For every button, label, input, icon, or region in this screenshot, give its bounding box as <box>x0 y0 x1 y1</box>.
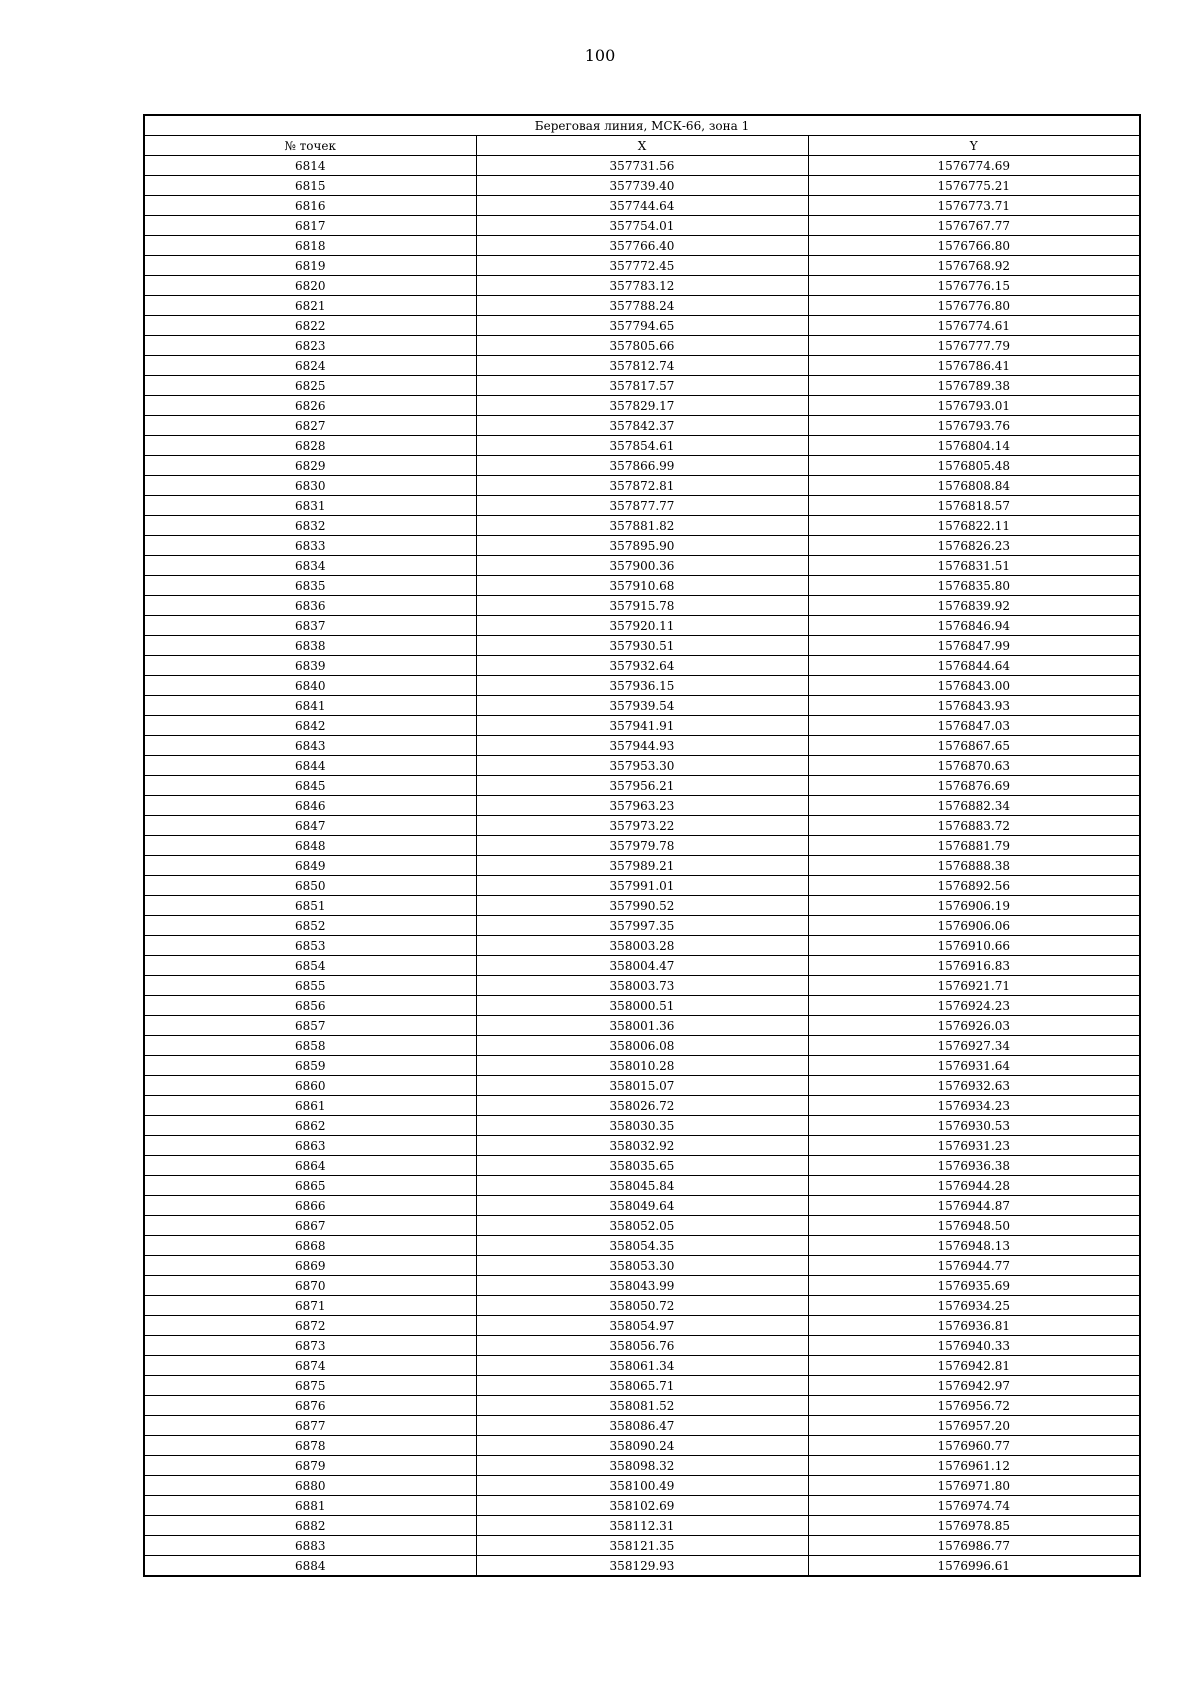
x-cell: 357783.12 <box>476 276 808 296</box>
y-cell: 1576867.65 <box>808 736 1140 756</box>
x-cell: 357842.37 <box>476 416 808 436</box>
point-number-cell: 6858 <box>144 1036 476 1056</box>
x-cell: 358065.71 <box>476 1376 808 1396</box>
point-number-cell: 6864 <box>144 1156 476 1176</box>
y-cell: 1576931.64 <box>808 1056 1140 1076</box>
x-cell: 358121.35 <box>476 1536 808 1556</box>
table-row <box>144 176 1140 196</box>
y-cell: 1576916.83 <box>808 956 1140 976</box>
point-number-cell: 6857 <box>144 1016 476 1036</box>
table-row <box>144 1016 1140 1036</box>
y-cell: 1576839.92 <box>808 596 1140 616</box>
point-number-cell: 6874 <box>144 1356 476 1376</box>
point-number-cell: 6868 <box>144 1236 476 1256</box>
y-cell: 1576927.34 <box>808 1036 1140 1056</box>
y-cell: 1576960.77 <box>808 1436 1140 1456</box>
point-number-cell: 6862 <box>144 1116 476 1136</box>
point-number-cell: 6860 <box>144 1076 476 1096</box>
point-number-cell: 6826 <box>144 396 476 416</box>
table-row <box>144 1316 1140 1336</box>
point-number-cell: 6820 <box>144 276 476 296</box>
point-number-cell: 6829 <box>144 456 476 476</box>
y-cell: 1576944.87 <box>808 1196 1140 1216</box>
point-number-cell: 6816 <box>144 196 476 216</box>
table-row <box>144 1496 1140 1516</box>
y-cell: 1576767.77 <box>808 216 1140 236</box>
x-cell: 357812.74 <box>476 356 808 376</box>
y-cell: 1576843.00 <box>808 676 1140 696</box>
table-row <box>144 1276 1140 1296</box>
x-cell: 358056.76 <box>476 1336 808 1356</box>
x-cell: 357920.11 <box>476 616 808 636</box>
point-number-cell: 6883 <box>144 1536 476 1556</box>
table-row <box>144 1376 1140 1396</box>
table-row <box>144 356 1140 376</box>
x-cell: 357953.30 <box>476 756 808 776</box>
table-row <box>144 616 1140 636</box>
table-row <box>144 376 1140 396</box>
table-row <box>144 1436 1140 1456</box>
table-header-row <box>144 136 1140 156</box>
point-number-cell: 6866 <box>144 1196 476 1216</box>
point-number-cell: 6821 <box>144 296 476 316</box>
table-body <box>144 156 1140 1577</box>
table-row <box>144 436 1140 456</box>
x-cell: 357788.24 <box>476 296 808 316</box>
x-cell: 358010.28 <box>476 1056 808 1076</box>
x-cell: 357805.66 <box>476 336 808 356</box>
table-row <box>144 936 1140 956</box>
point-number-cell: 6878 <box>144 1436 476 1456</box>
y-cell: 1576906.19 <box>808 896 1140 916</box>
table-row <box>144 196 1140 216</box>
point-number-cell: 6841 <box>144 696 476 716</box>
point-number-cell: 6851 <box>144 896 476 916</box>
table-row <box>144 396 1140 416</box>
y-cell: 1576936.38 <box>808 1156 1140 1176</box>
table-row <box>144 796 1140 816</box>
y-cell: 1576846.94 <box>808 616 1140 636</box>
table-row <box>144 696 1140 716</box>
table-row <box>144 1236 1140 1256</box>
x-cell: 357731.56 <box>476 156 808 176</box>
x-cell: 357979.78 <box>476 836 808 856</box>
y-cell: 1576986.77 <box>808 1536 1140 1556</box>
x-cell: 357817.57 <box>476 376 808 396</box>
x-cell: 357877.77 <box>476 496 808 516</box>
table-row <box>144 216 1140 236</box>
table-row <box>144 256 1140 276</box>
point-number-cell: 6865 <box>144 1176 476 1196</box>
x-cell: 358003.28 <box>476 936 808 956</box>
table-row <box>144 1396 1140 1416</box>
y-cell: 1576777.79 <box>808 336 1140 356</box>
y-cell: 1576906.06 <box>808 916 1140 936</box>
y-cell: 1576930.53 <box>808 1116 1140 1136</box>
point-number-cell: 6847 <box>144 816 476 836</box>
x-cell: 358015.07 <box>476 1076 808 1096</box>
table-row <box>144 1516 1140 1536</box>
table-row <box>144 536 1140 556</box>
table-row <box>144 1096 1140 1116</box>
point-number-cell: 6837 <box>144 616 476 636</box>
point-number-cell: 6870 <box>144 1276 476 1296</box>
x-cell: 358054.35 <box>476 1236 808 1256</box>
y-cell: 1576775.21 <box>808 176 1140 196</box>
x-cell: 357997.35 <box>476 916 808 936</box>
table-row <box>144 876 1140 896</box>
y-cell: 1576910.66 <box>808 936 1140 956</box>
x-cell: 357930.51 <box>476 636 808 656</box>
point-number-cell: 6853 <box>144 936 476 956</box>
point-number-cell: 6844 <box>144 756 476 776</box>
table-row <box>144 476 1140 496</box>
x-cell: 358003.73 <box>476 976 808 996</box>
point-number-cell: 6832 <box>144 516 476 536</box>
x-cell: 357744.64 <box>476 196 808 216</box>
x-cell: 357989.21 <box>476 856 808 876</box>
y-cell: 1576793.01 <box>808 396 1140 416</box>
y-cell: 1576826.23 <box>808 536 1140 556</box>
y-cell: 1576944.77 <box>808 1256 1140 1276</box>
x-cell: 358050.72 <box>476 1296 808 1316</box>
y-cell: 1576881.79 <box>808 836 1140 856</box>
point-number-cell: 6863 <box>144 1136 476 1156</box>
x-cell: 357956.21 <box>476 776 808 796</box>
header-x: X <box>476 136 808 156</box>
point-number-cell: 6842 <box>144 716 476 736</box>
table-row <box>144 236 1140 256</box>
point-number-cell: 6834 <box>144 556 476 576</box>
x-cell: 358030.35 <box>476 1116 808 1136</box>
table-row <box>144 836 1140 856</box>
table-row <box>144 1136 1140 1156</box>
table-row <box>144 1156 1140 1176</box>
x-cell: 358053.30 <box>476 1256 808 1276</box>
y-cell: 1576789.38 <box>808 376 1140 396</box>
x-cell: 358045.84 <box>476 1176 808 1196</box>
y-cell: 1576774.69 <box>808 156 1140 176</box>
table-row <box>144 636 1140 656</box>
point-number-cell: 6814 <box>144 156 476 176</box>
x-cell: 357941.91 <box>476 716 808 736</box>
x-cell: 357910.68 <box>476 576 808 596</box>
x-cell: 357766.40 <box>476 236 808 256</box>
x-cell: 358043.99 <box>476 1276 808 1296</box>
coordinates-table <box>143 114 1141 1577</box>
x-cell: 357739.40 <box>476 176 808 196</box>
y-cell: 1576883.72 <box>808 816 1140 836</box>
x-cell: 357944.93 <box>476 736 808 756</box>
table-row <box>144 736 1140 756</box>
y-cell: 1576956.72 <box>808 1396 1140 1416</box>
y-cell: 1576776.80 <box>808 296 1140 316</box>
y-cell: 1576892.56 <box>808 876 1140 896</box>
y-cell: 1576948.50 <box>808 1216 1140 1236</box>
point-number-cell: 6877 <box>144 1416 476 1436</box>
x-cell: 357772.45 <box>476 256 808 276</box>
point-number-cell: 6850 <box>144 876 476 896</box>
point-number-cell: 6818 <box>144 236 476 256</box>
y-cell: 1576978.85 <box>808 1516 1140 1536</box>
table-row <box>144 996 1140 1016</box>
header-point-number: № точек <box>144 136 476 156</box>
x-cell: 357936.15 <box>476 676 808 696</box>
y-cell: 1576766.80 <box>808 236 1140 256</box>
x-cell: 358086.47 <box>476 1416 808 1436</box>
x-cell: 357963.23 <box>476 796 808 816</box>
point-number-cell: 6852 <box>144 916 476 936</box>
x-cell: 358100.49 <box>476 1476 808 1496</box>
point-number-cell: 6854 <box>144 956 476 976</box>
table-row <box>144 1456 1140 1476</box>
point-number-cell: 6825 <box>144 376 476 396</box>
point-number-cell: 6840 <box>144 676 476 696</box>
point-number-cell: 6831 <box>144 496 476 516</box>
y-cell: 1576931.23 <box>808 1136 1140 1156</box>
point-number-cell: 6855 <box>144 976 476 996</box>
y-cell: 1576961.12 <box>808 1456 1140 1476</box>
y-cell: 1576934.23 <box>808 1096 1140 1116</box>
point-number-cell: 6881 <box>144 1496 476 1516</box>
point-number-cell: 6875 <box>144 1376 476 1396</box>
y-cell: 1576804.14 <box>808 436 1140 456</box>
point-number-cell: 6882 <box>144 1516 476 1536</box>
table-row <box>144 1416 1140 1436</box>
point-number-cell: 6815 <box>144 176 476 196</box>
point-number-cell: 6836 <box>144 596 476 616</box>
y-cell: 1576940.33 <box>808 1336 1140 1356</box>
x-cell: 358049.64 <box>476 1196 808 1216</box>
point-number-cell: 6873 <box>144 1336 476 1356</box>
y-cell: 1576808.84 <box>808 476 1140 496</box>
x-cell: 358006.08 <box>476 1036 808 1056</box>
x-cell: 358026.72 <box>476 1096 808 1116</box>
table-row <box>144 976 1140 996</box>
table-row <box>144 856 1140 876</box>
x-cell: 358098.32 <box>476 1456 808 1476</box>
point-number-cell: 6843 <box>144 736 476 756</box>
point-number-cell: 6830 <box>144 476 476 496</box>
x-cell: 358090.24 <box>476 1436 808 1456</box>
table-row <box>144 716 1140 736</box>
table-row <box>144 576 1140 596</box>
table-row <box>144 676 1140 696</box>
x-cell: 358035.65 <box>476 1156 808 1176</box>
y-cell: 1576942.97 <box>808 1376 1140 1396</box>
x-cell: 358052.05 <box>476 1216 808 1236</box>
table-row <box>144 1216 1140 1236</box>
x-cell: 357881.82 <box>476 516 808 536</box>
y-cell: 1576936.81 <box>808 1316 1140 1336</box>
y-cell: 1576870.63 <box>808 756 1140 776</box>
table-row <box>144 516 1140 536</box>
table-row <box>144 1196 1140 1216</box>
y-cell: 1576942.81 <box>808 1356 1140 1376</box>
y-cell: 1576831.51 <box>808 556 1140 576</box>
point-number-cell: 6884 <box>144 1556 476 1577</box>
table-row <box>144 276 1140 296</box>
point-number-cell: 6833 <box>144 536 476 556</box>
table-row <box>144 816 1140 836</box>
x-cell: 357939.54 <box>476 696 808 716</box>
table-row <box>144 1356 1140 1376</box>
point-number-cell: 6835 <box>144 576 476 596</box>
y-cell: 1576774.61 <box>808 316 1140 336</box>
table-row <box>144 296 1140 316</box>
y-cell: 1576948.13 <box>808 1236 1140 1256</box>
table-row <box>144 596 1140 616</box>
x-cell: 357973.22 <box>476 816 808 836</box>
table-row <box>144 896 1140 916</box>
y-cell: 1576996.61 <box>808 1556 1140 1577</box>
table-row <box>144 656 1140 676</box>
table-row <box>144 1536 1140 1556</box>
table-row <box>144 496 1140 516</box>
table-row <box>144 156 1140 176</box>
y-cell: 1576876.69 <box>808 776 1140 796</box>
point-number-cell: 6879 <box>144 1456 476 1476</box>
y-cell: 1576818.57 <box>808 496 1140 516</box>
point-number-cell: 6880 <box>144 1476 476 1496</box>
y-cell: 1576835.80 <box>808 576 1140 596</box>
table-row <box>144 756 1140 776</box>
table-row <box>144 1556 1140 1577</box>
table-row <box>144 1056 1140 1076</box>
point-number-cell: 6817 <box>144 216 476 236</box>
table-row <box>144 1076 1140 1096</box>
table-row <box>144 916 1140 936</box>
y-cell: 1576847.99 <box>808 636 1140 656</box>
point-number-cell: 6867 <box>144 1216 476 1236</box>
y-cell: 1576786.41 <box>808 356 1140 376</box>
point-number-cell: 6823 <box>144 336 476 356</box>
x-cell: 357915.78 <box>476 596 808 616</box>
y-cell: 1576888.38 <box>808 856 1140 876</box>
x-cell: 358000.51 <box>476 996 808 1016</box>
point-number-cell: 6869 <box>144 1256 476 1276</box>
table-row <box>144 1476 1140 1496</box>
y-cell: 1576822.11 <box>808 516 1140 536</box>
x-cell: 357866.99 <box>476 456 808 476</box>
y-cell: 1576935.69 <box>808 1276 1140 1296</box>
point-number-cell: 6819 <box>144 256 476 276</box>
table-row <box>144 556 1140 576</box>
x-cell: 357794.65 <box>476 316 808 336</box>
table-caption-row <box>144 115 1140 136</box>
y-cell: 1576924.23 <box>808 996 1140 1016</box>
x-cell: 357991.01 <box>476 876 808 896</box>
y-cell: 1576932.63 <box>808 1076 1140 1096</box>
table-row <box>144 1256 1140 1276</box>
y-cell: 1576847.03 <box>808 716 1140 736</box>
point-number-cell: 6859 <box>144 1056 476 1076</box>
x-cell: 357754.01 <box>476 216 808 236</box>
point-number-cell: 6846 <box>144 796 476 816</box>
point-number-cell: 6822 <box>144 316 476 336</box>
point-number-cell: 6872 <box>144 1316 476 1336</box>
x-cell: 357854.61 <box>476 436 808 456</box>
point-number-cell: 6848 <box>144 836 476 856</box>
x-cell: 358129.93 <box>476 1556 808 1577</box>
x-cell: 358102.69 <box>476 1496 808 1516</box>
table-row <box>144 776 1140 796</box>
y-cell: 1576926.03 <box>808 1016 1140 1036</box>
x-cell: 358081.52 <box>476 1396 808 1416</box>
x-cell: 358054.97 <box>476 1316 808 1336</box>
x-cell: 358001.36 <box>476 1016 808 1036</box>
y-cell: 1576805.48 <box>808 456 1140 476</box>
table-row <box>144 336 1140 356</box>
x-cell: 357932.64 <box>476 656 808 676</box>
point-number-cell: 6824 <box>144 356 476 376</box>
point-number-cell: 6828 <box>144 436 476 456</box>
y-cell: 1576974.74 <box>808 1496 1140 1516</box>
table-row <box>144 456 1140 476</box>
x-cell: 358112.31 <box>476 1516 808 1536</box>
point-number-cell: 6849 <box>144 856 476 876</box>
point-number-cell: 6871 <box>144 1296 476 1316</box>
y-cell: 1576921.71 <box>808 976 1140 996</box>
x-cell: 358004.47 <box>476 956 808 976</box>
x-cell: 357872.81 <box>476 476 808 496</box>
y-cell: 1576844.64 <box>808 656 1140 676</box>
y-cell: 1576882.34 <box>808 796 1140 816</box>
y-cell: 1576773.71 <box>808 196 1140 216</box>
point-number-cell: 6876 <box>144 1396 476 1416</box>
x-cell: 358061.34 <box>476 1356 808 1376</box>
point-number-cell: 6827 <box>144 416 476 436</box>
x-cell: 358032.92 <box>476 1136 808 1156</box>
header-y: Y <box>808 136 1140 156</box>
x-cell: 357990.52 <box>476 896 808 916</box>
table-caption: Береговая линия, МСК-66, зона 1 <box>144 115 1140 136</box>
y-cell: 1576944.28 <box>808 1176 1140 1196</box>
table-row <box>144 1116 1140 1136</box>
point-number-cell: 6845 <box>144 776 476 796</box>
y-cell: 1576768.92 <box>808 256 1140 276</box>
point-number-cell: 6861 <box>144 1096 476 1116</box>
y-cell: 1576971.80 <box>808 1476 1140 1496</box>
y-cell: 1576957.20 <box>808 1416 1140 1436</box>
y-cell: 1576776.15 <box>808 276 1140 296</box>
table-row <box>144 1336 1140 1356</box>
x-cell: 357895.90 <box>476 536 808 556</box>
table-row <box>144 1296 1140 1316</box>
table-row <box>144 416 1140 436</box>
point-number-cell: 6856 <box>144 996 476 1016</box>
x-cell: 357829.17 <box>476 396 808 416</box>
table-row <box>144 1036 1140 1056</box>
point-number-cell: 6839 <box>144 656 476 676</box>
table-row <box>144 316 1140 336</box>
page-number: 100 <box>584 46 616 65</box>
y-cell: 1576934.25 <box>808 1296 1140 1316</box>
point-number-cell: 6838 <box>144 636 476 656</box>
table-row <box>144 956 1140 976</box>
y-cell: 1576793.76 <box>808 416 1140 436</box>
x-cell: 357900.36 <box>476 556 808 576</box>
y-cell: 1576843.93 <box>808 696 1140 716</box>
table-row <box>144 1176 1140 1196</box>
